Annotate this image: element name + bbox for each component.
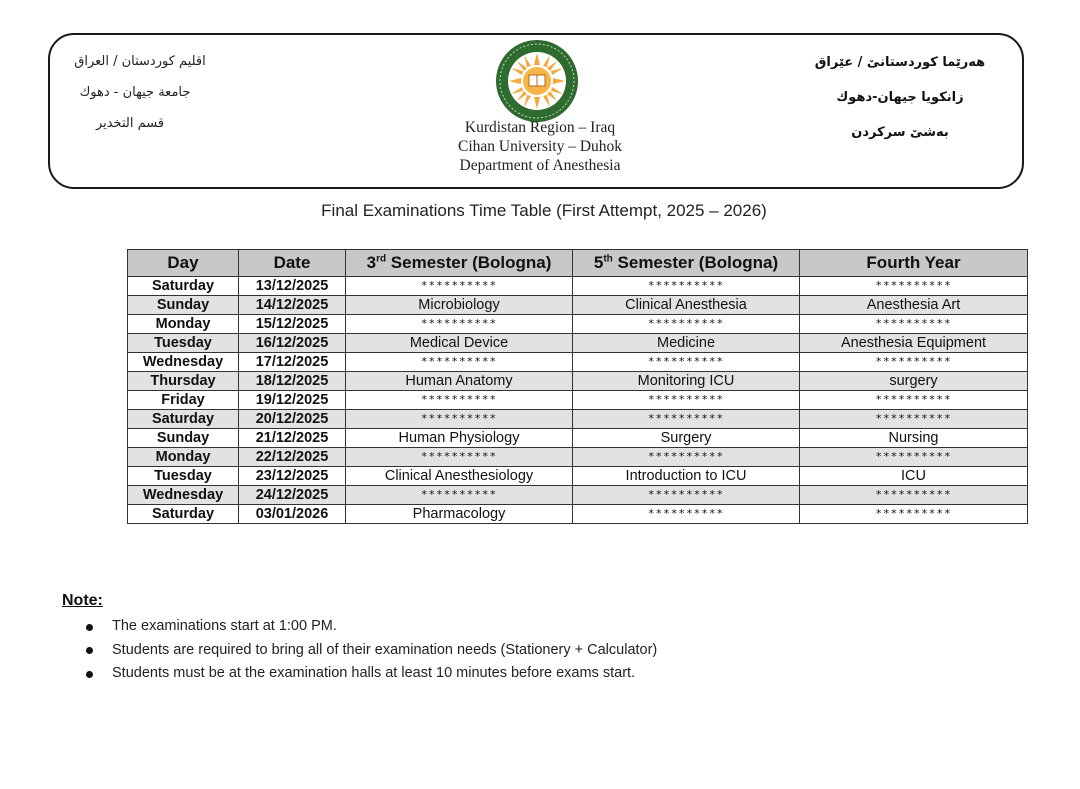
table-row bbox=[128, 486, 1028, 505]
cell-fourth-year: ********** bbox=[800, 486, 1028, 505]
table-header-row bbox=[128, 250, 1028, 277]
cell-5th-semester: ********** bbox=[573, 391, 800, 410]
table-row bbox=[128, 277, 1028, 296]
bullet-icon bbox=[86, 671, 93, 678]
cell-5th-semester: ********** bbox=[573, 277, 800, 296]
table-row bbox=[128, 315, 1028, 334]
cell-fourth-year: ********** bbox=[800, 277, 1028, 296]
cell-date: 13/12/2025 bbox=[239, 277, 346, 296]
note-heading: Note: bbox=[62, 592, 103, 609]
column-header-day: Day bbox=[128, 250, 239, 277]
cell-fourth-year: Anesthesia Art bbox=[800, 296, 1028, 315]
cell-date: 23/12/2025 bbox=[239, 467, 346, 486]
cell-day: Saturday bbox=[128, 505, 239, 524]
english-letterhead bbox=[390, 118, 690, 175]
cell-fourth-year: surgery bbox=[800, 372, 1028, 391]
cell-5th-semester: Surgery bbox=[573, 429, 800, 448]
table-row bbox=[128, 410, 1028, 429]
exam-timetable bbox=[127, 249, 1028, 524]
arabic-letterhead bbox=[60, 46, 220, 139]
cell-fourth-year: ********** bbox=[800, 353, 1028, 372]
table-row bbox=[128, 505, 1028, 524]
english-university-line: Cihan University – Duhok bbox=[457, 138, 623, 155]
column-header-date: Date bbox=[239, 250, 346, 277]
cell-day: Wednesday bbox=[128, 353, 239, 372]
cell-3rd-semester: Human Anatomy bbox=[346, 372, 573, 391]
cell-5th-semester: ********** bbox=[573, 410, 800, 429]
page-title: Final Examinations Time Table (First Attempt, 2025 – 2026) bbox=[321, 201, 767, 220]
cell-5th-semester: ********** bbox=[573, 315, 800, 334]
cell-fourth-year: ********** bbox=[800, 391, 1028, 410]
notes-list bbox=[82, 615, 657, 686]
cell-fourth-year: ********** bbox=[800, 315, 1028, 334]
cell-3rd-semester: Clinical Anesthesiology bbox=[346, 467, 573, 486]
cell-fourth-year: Anesthesia Equipment bbox=[800, 334, 1028, 353]
arabic-university-line: جامعة جيهان - دهوك bbox=[79, 85, 191, 100]
cell-date: 21/12/2025 bbox=[239, 429, 346, 448]
cell-3rd-semester: ********** bbox=[346, 410, 573, 429]
cell-fourth-year: ********** bbox=[800, 448, 1028, 467]
kurdish-department-line: بەشێ سركردن bbox=[851, 125, 949, 140]
bullet-icon bbox=[86, 647, 93, 654]
column-header-3rd-semester: 3rd Semester (Bologna) bbox=[346, 250, 573, 277]
cell-5th-semester: ********** bbox=[573, 505, 800, 524]
cell-fourth-year: Nursing bbox=[800, 429, 1028, 448]
cihan-university-seal-icon bbox=[494, 38, 580, 124]
table-row bbox=[128, 353, 1028, 372]
cell-3rd-semester: ********** bbox=[346, 353, 573, 372]
cell-date: 17/12/2025 bbox=[239, 353, 346, 372]
cell-day: Wednesday bbox=[128, 486, 239, 505]
cell-5th-semester: ********** bbox=[573, 353, 800, 372]
cell-date: 15/12/2025 bbox=[239, 315, 346, 334]
cell-date: 20/12/2025 bbox=[239, 410, 346, 429]
cell-date: 03/01/2026 bbox=[239, 505, 346, 524]
table-row bbox=[128, 448, 1028, 467]
cell-day: Thursday bbox=[128, 372, 239, 391]
cell-date: 22/12/2025 bbox=[239, 448, 346, 467]
table-row bbox=[128, 429, 1028, 448]
cell-5th-semester: ********** bbox=[573, 486, 800, 505]
cell-3rd-semester: Human Physiology bbox=[346, 429, 573, 448]
cell-5th-semester: ********** bbox=[573, 448, 800, 467]
cell-3rd-semester: ********** bbox=[346, 448, 573, 467]
english-region-line: Kurdistan Region – Iraq bbox=[464, 119, 616, 136]
cell-day: Saturday bbox=[128, 410, 239, 429]
cell-day: Saturday bbox=[128, 277, 239, 296]
cell-date: 18/12/2025 bbox=[239, 372, 346, 391]
cell-5th-semester: Medicine bbox=[573, 334, 800, 353]
note-item: Students must be at the examination halls at least 10 minutes before exams start. bbox=[82, 662, 657, 686]
cell-5th-semester: Monitoring ICU bbox=[573, 372, 800, 391]
column-header-5th-semester: 5th Semester (Bologna) bbox=[573, 250, 800, 277]
cell-day: Sunday bbox=[128, 296, 239, 315]
cell-day: Monday bbox=[128, 315, 239, 334]
arabic-region-line: اقليم كوردستان / العراق bbox=[74, 54, 206, 69]
column-header-fourth-year: Fourth Year bbox=[800, 250, 1028, 277]
cell-day: Tuesday bbox=[128, 467, 239, 486]
cell-date: 19/12/2025 bbox=[239, 391, 346, 410]
cell-3rd-semester: Medical Device bbox=[346, 334, 573, 353]
cell-day: Tuesday bbox=[128, 334, 239, 353]
cell-3rd-semester: ********** bbox=[346, 391, 573, 410]
cell-date: 14/12/2025 bbox=[239, 296, 346, 315]
university-logo bbox=[494, 38, 580, 124]
cell-3rd-semester: ********** bbox=[346, 315, 573, 334]
cell-3rd-semester: Microbiology bbox=[346, 296, 573, 315]
note-item: The examinations start at 1:00 PM. bbox=[82, 615, 657, 639]
table-row bbox=[128, 467, 1028, 486]
arabic-department-line: قسم التخدير bbox=[95, 116, 165, 131]
table-row bbox=[128, 391, 1028, 410]
cell-day: Sunday bbox=[128, 429, 239, 448]
cell-fourth-year: ********** bbox=[800, 505, 1028, 524]
kurdish-university-line: زانكويا جيهان-دهوك bbox=[836, 90, 964, 105]
cell-3rd-semester: ********** bbox=[346, 277, 573, 296]
table-row bbox=[128, 372, 1028, 391]
cell-date: 24/12/2025 bbox=[239, 486, 346, 505]
bullet-icon bbox=[86, 624, 93, 631]
cell-3rd-semester: ********** bbox=[346, 486, 573, 505]
cell-day: Friday bbox=[128, 391, 239, 410]
cell-fourth-year: ********** bbox=[800, 410, 1028, 429]
note-item: Students are required to bring all of their examination needs (Stationery + Calculator) bbox=[82, 639, 657, 663]
cell-day: Monday bbox=[128, 448, 239, 467]
cell-date: 16/12/2025 bbox=[239, 334, 346, 353]
cell-3rd-semester: Pharmacology bbox=[346, 505, 573, 524]
cell-5th-semester: Introduction to ICU bbox=[573, 467, 800, 486]
kurdish-letterhead bbox=[795, 45, 1005, 150]
cell-fourth-year: ICU bbox=[800, 467, 1028, 486]
table-row bbox=[128, 296, 1028, 315]
table-row bbox=[128, 334, 1028, 353]
cell-5th-semester: Clinical Anesthesia bbox=[573, 296, 800, 315]
kurdish-region-line: هەرێما كوردستانێ / عێراق bbox=[814, 55, 986, 70]
english-department-line: Department of Anesthesia bbox=[459, 157, 621, 174]
